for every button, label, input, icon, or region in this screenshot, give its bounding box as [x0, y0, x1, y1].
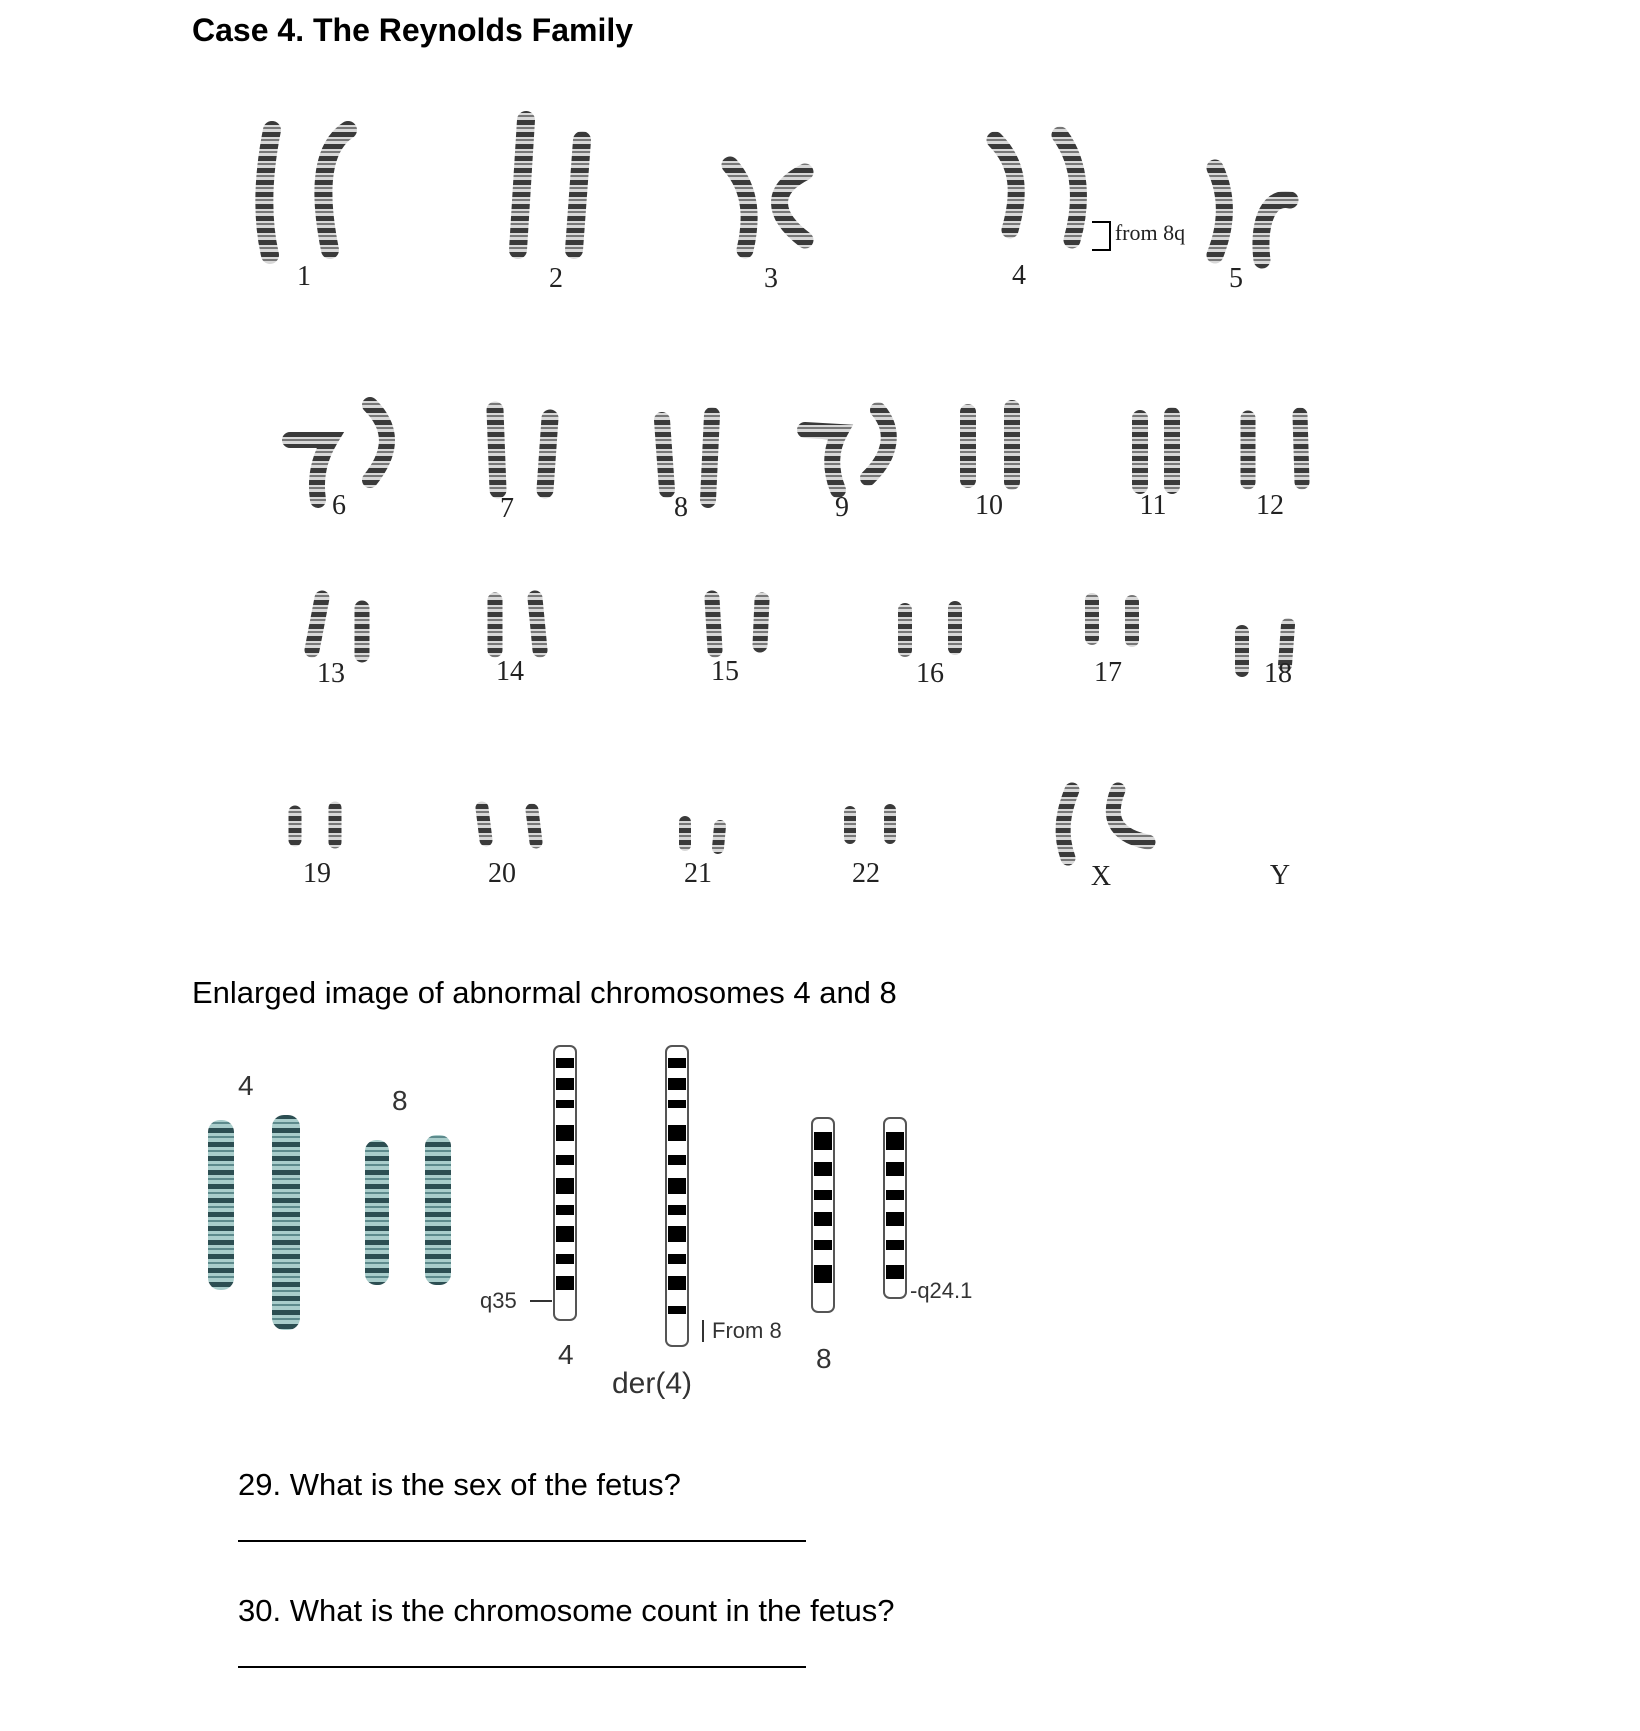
chromosome-pair-1 [264, 130, 348, 255]
chromosome-pair-15 [712, 598, 762, 650]
chromosome-label: 11 [1139, 490, 1167, 521]
question-30 [238, 1593, 895, 1629]
chromosome-label: Y [1269, 860, 1291, 891]
chromosome-label: 22 [852, 858, 880, 889]
ideogram-chromosome-8-second [884, 1118, 906, 1298]
chromosome-label: 6 [332, 490, 346, 521]
chromosome-label: 18 [1264, 658, 1292, 689]
chromosome-label: 7 [500, 493, 514, 524]
photo-chromosomes-8 [365, 1135, 451, 1285]
chromosome-pair-4 [995, 135, 1110, 250]
chromosome-pair-9 [805, 410, 889, 490]
chromosome-label: 21 [684, 858, 712, 889]
chromosome-label: X [1090, 861, 1112, 892]
chromosome-label: 4 [1012, 260, 1026, 291]
enlarged-chromosomes-figure [180, 1030, 1020, 1430]
question-29 [238, 1467, 681, 1503]
chromosome-label: 19 [303, 858, 331, 889]
chromosome-label: 10 [975, 490, 1003, 521]
chromosome-label: 5 [1229, 263, 1243, 294]
chromosome-pair-16 [905, 608, 955, 650]
chromosome-label: 3 [764, 263, 778, 294]
chromosome-label: 1 [297, 261, 311, 292]
chromosome-pair-20 [482, 808, 536, 842]
chromosome-pair-3 [730, 165, 805, 250]
ideogram-chromosome-4 [530, 1046, 576, 1320]
photo-label-8: 8 [392, 1085, 408, 1116]
chromosome-label: 15 [711, 656, 739, 687]
ideogram-label-4: 4 [558, 1339, 574, 1370]
photo-label-4: 4 [238, 1070, 254, 1101]
chromosome-pair-5 [1215, 168, 1290, 260]
chromosome-label: 17 [1094, 657, 1122, 688]
chromosome-label: 2 [549, 263, 563, 294]
chromosome-label: 9 [835, 492, 849, 523]
answer-line-30[interactable] [238, 1666, 806, 1668]
band-label-from8: From 8 [712, 1318, 782, 1343]
chromosome-pair-22 [850, 810, 890, 838]
ideogram-chromosome-8 [812, 1118, 834, 1312]
chromosome-pair-21 [685, 822, 720, 848]
chromosome-pair-2 [518, 120, 582, 250]
document-title: Case 4. The Reynolds Family [192, 12, 634, 48]
chromosome-pair-7 [495, 410, 550, 490]
chromosome-label: 14 [496, 656, 524, 687]
chromosome-pair-x [1063, 790, 1148, 858]
enlarged-caption: Enlarged image of abnormal chromosomes 4 and 8 [192, 975, 897, 1010]
question-text: What is the chromosome count in the fetus? [289, 1593, 895, 1628]
chromosome-pair-11 [1140, 415, 1172, 486]
question-number: 29. [238, 1467, 282, 1502]
chromosome-label: 8 [674, 492, 688, 523]
band-label-q35: q35 [480, 1288, 517, 1313]
band-label-q24: -q24.1 [910, 1278, 973, 1303]
chromosome-pair-19 [295, 808, 335, 842]
chromosome-label: 12 [1256, 490, 1284, 521]
chromosome-pair-10 [968, 408, 1012, 482]
ideogram-label-8: 8 [816, 1343, 832, 1374]
chromosome-label: 13 [317, 658, 345, 689]
question-number: 30. [238, 1593, 282, 1628]
chromosome-label: 16 [916, 658, 944, 689]
ideogram-der4 [666, 1046, 703, 1346]
chromosome-pair-6 [290, 405, 387, 500]
photo-chromosomes-4 [208, 1115, 300, 1330]
chromosome-pair-17 [1092, 600, 1132, 640]
chromosome-pair-13 [312, 598, 362, 655]
chromosome-label: 20 [488, 858, 516, 889]
answer-line-29[interactable] [238, 1540, 806, 1542]
chromosome-pair-8 [662, 415, 712, 500]
chromosome-pair-12 [1248, 415, 1302, 482]
ideogram-label-der4: der(4) [612, 1367, 693, 1400]
chromosome-pair-14 [495, 598, 540, 650]
question-text: What is the sex of the fetus? [289, 1467, 681, 1502]
translocation-annotation: from 8q [1114, 220, 1186, 245]
